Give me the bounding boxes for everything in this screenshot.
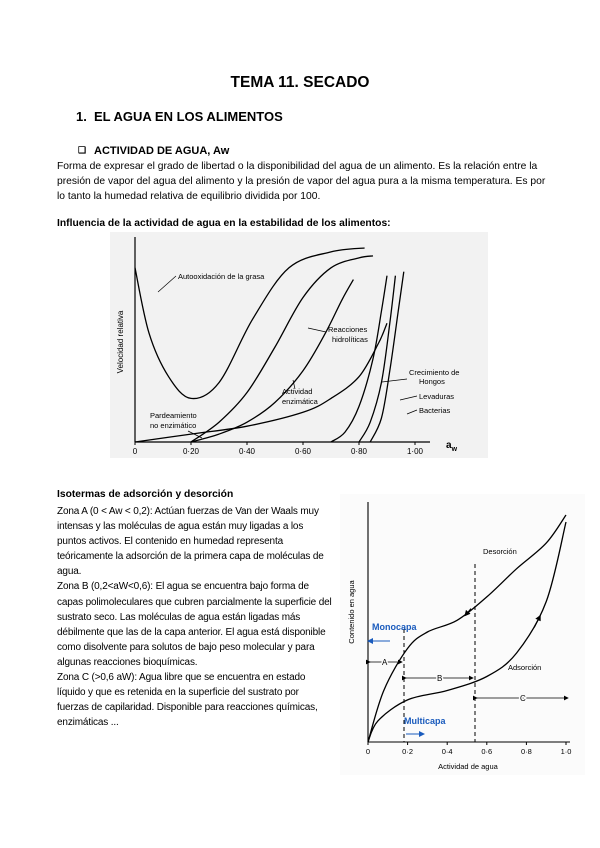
annotation-yeasts: Levaduras bbox=[419, 392, 455, 401]
document-title: TEMA 11. SECADO bbox=[230, 74, 370, 91]
annotation-browning-1: Pardeamiento bbox=[150, 411, 197, 420]
x-tick-label: 0·8 bbox=[520, 747, 532, 756]
adsorption-direction-arrow bbox=[534, 616, 540, 628]
desorption-label: Desorción bbox=[483, 547, 517, 556]
section-number: 1. bbox=[76, 109, 87, 124]
section-heading bbox=[76, 109, 283, 124]
x-tick-label: 0·4 bbox=[441, 747, 453, 756]
x-tick-label: 0 bbox=[132, 447, 138, 456]
zone-a-label: A bbox=[382, 658, 388, 667]
x-tick-label: 0 bbox=[365, 747, 371, 756]
zone-b-paragraph: Zona B (0,2<aW<0,6): El agua se encuentra bajo forma de capas polimoleculares que cubren parcialmente la superficie del sustrato seco. Las moléculas de agua están ligadas más débilmente que las de la capa anterior. El agua está disponible como disolvente para solutos de bajo peso molecular y para algunas reacciones bioquímicas. bbox=[57, 581, 332, 668]
x-tick-label: 0·80 bbox=[350, 447, 368, 456]
annotation-hydrolytic-1: Reacciones bbox=[328, 325, 368, 334]
zone-c-label: C bbox=[520, 694, 526, 703]
checkbox-bullet-icon: ❑ bbox=[78, 145, 87, 155]
annotation-enzymatic-1: Actividad bbox=[282, 387, 313, 396]
x-tick-label: 0·6 bbox=[481, 747, 493, 756]
y-axis-label: Contenido en agua bbox=[347, 580, 356, 644]
series-adsorci-n bbox=[368, 522, 566, 742]
x-tick-label: 1·00 bbox=[406, 447, 424, 456]
stability-chart bbox=[110, 232, 488, 458]
annotation-autoxidation: Autooxidación de la grasa bbox=[178, 272, 265, 281]
series-bacterias bbox=[370, 272, 404, 442]
isotherm-heading: Isotermas de adsorción y desorción bbox=[57, 489, 234, 500]
annotation-fungi-1: Crecimiento de bbox=[409, 368, 460, 377]
subsection-heading bbox=[78, 145, 229, 157]
x-tick-label: 1·0 bbox=[560, 747, 572, 756]
series-reacciones-hidrol-ticas bbox=[191, 256, 373, 442]
desorption-direction-arrow bbox=[465, 609, 471, 616]
series-crecimiento-de-hongos bbox=[331, 276, 387, 442]
zone-b-label: B bbox=[437, 674, 443, 683]
isotherm-chart bbox=[340, 494, 585, 775]
annotation-browning-2: no enzimático bbox=[150, 421, 197, 430]
subsection-title: ACTIVIDAD DE AGUA, Aw bbox=[94, 145, 230, 157]
x-axis-label: $a_w$ bbox=[446, 440, 458, 453]
x-tick-label: 0·60 bbox=[294, 447, 312, 456]
x-tick-label: 0·20 bbox=[182, 447, 200, 456]
influence-heading: Influencia de la actividad de agua en la estabilidad de los alimentos: bbox=[57, 218, 391, 229]
series-pardeamiento-no-enzim-tico bbox=[191, 280, 353, 442]
monolayer-label: Monocapa bbox=[372, 622, 417, 632]
annotation-hydrolytic-2: hidrolíticas bbox=[332, 335, 368, 344]
x-tick-label: 0·2 bbox=[402, 747, 414, 756]
section-title: EL AGUA EN LOS ALIMENTOS bbox=[94, 109, 283, 124]
series-levaduras bbox=[359, 276, 395, 442]
definition-paragraph: Forma de expresar el grado de libertad o la disponibilidad del agua de un alimento. Es la relación entre la presión de vapor del agua del alimento y la presión de vapor del agua pura a la misma temperatura. Es por lo tanto la humedad relativa de equilibrio dividida por 100. bbox=[57, 161, 546, 203]
annotation-fungi-2: Hongos bbox=[419, 377, 445, 386]
stability-chart-svg bbox=[110, 232, 488, 458]
zone-a-paragraph: Zona A (0 < Aw < 0,2): Actúan fuerzas de Van der Waals muy intensas y las moléculas de agua están muy ligadas a los puntos activos. El contenido en humedad representa teóricamente la adsorción de la primera capa de moléculas de agua. bbox=[57, 506, 324, 578]
zone-c-paragraph: Zona C (>0,6 aW): Agua libre que se encuentra en estado líquido y que es retenida en la superficie del sustrato por fuerzas de capilaridad. Disponible para reacciones químicas, enzimáticas ... bbox=[57, 672, 318, 729]
zones-text bbox=[57, 504, 332, 730]
y-axis-label: Velocidad relativa bbox=[116, 310, 125, 374]
multilayer-label: Multicapa bbox=[404, 716, 446, 726]
annotation-enzymatic-2: enzimática bbox=[282, 397, 318, 406]
annotation-bacteria: Bacterias bbox=[419, 406, 451, 415]
x-axis-label: Actividad de agua bbox=[438, 762, 498, 771]
adsorption-label: Adsorción bbox=[508, 663, 542, 672]
x-tick-label: 0·40 bbox=[238, 447, 256, 456]
isotherm-chart-svg bbox=[340, 494, 585, 775]
